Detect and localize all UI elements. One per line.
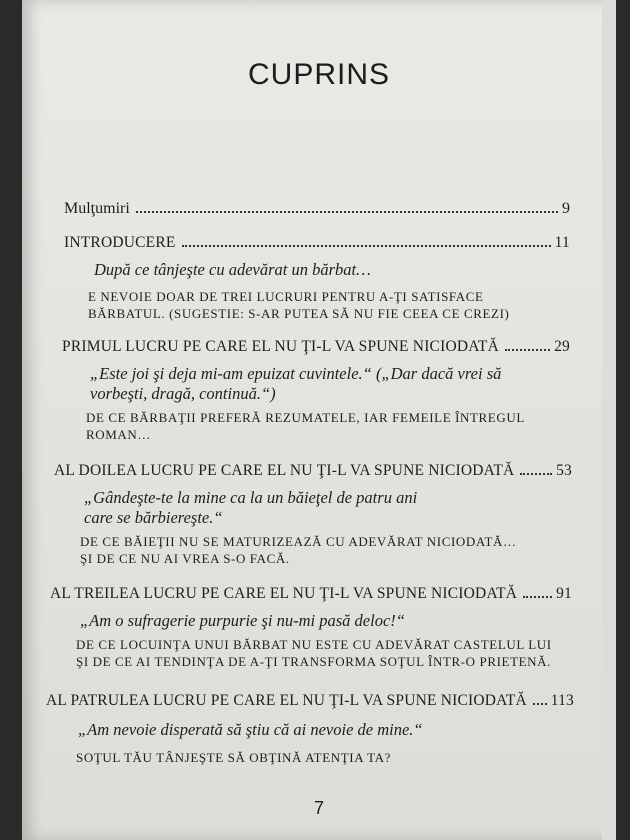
book-page bbox=[22, 0, 616, 840]
dot-leader bbox=[533, 703, 547, 705]
toc-page-number: 113 bbox=[550, 692, 574, 709]
toc-description: DE CE BĂIEŢII NU SE MATURIZEAZĂ CU ADEVĂRAT NICIODATĂ… bbox=[80, 534, 517, 549]
toc-heading: AL PATRULEA LUCRU PE CARE EL NU ŢI-L VA SPUNE NICIODATĂ bbox=[46, 692, 527, 709]
toc-entry-al-doilea bbox=[54, 462, 572, 480]
dot-leader bbox=[182, 245, 551, 247]
toc-entry-primul bbox=[62, 338, 570, 356]
toc-quote: vorbeşti, dragă, continuă.“) bbox=[90, 384, 276, 403]
page-number: 7 bbox=[313, 798, 324, 818]
toc-description: SOŢUL TĂU TÂNJEŞTE SĂ OBŢINĂ ATENŢIA TA? bbox=[76, 750, 391, 765]
toc-heading: Mulţumiri bbox=[64, 200, 130, 217]
toc-entry-al-treilea bbox=[50, 585, 572, 603]
toc-quote: „Este joi şi deja mi-am epuizat cuvintele.“ („Dar dacă vrei să bbox=[90, 364, 502, 383]
page-edge bbox=[602, 0, 616, 840]
toc-entry-multumiri bbox=[64, 200, 570, 218]
toc-heading: AL TREILEA LUCRU PE CARE EL NU ŢI-L VA SPUNE NICIODATĂ bbox=[50, 585, 518, 602]
toc-entry-al-patrulea bbox=[46, 692, 574, 710]
toc-heading: AL DOILEA LUCRU PE CARE EL NU ŢI-L VA SPUNE NICIODATĂ bbox=[54, 462, 515, 479]
toc-entry-introducere bbox=[64, 234, 570, 252]
toc-quote: „Gândeşte-te la mine ca la un băieţel de patru ani bbox=[84, 488, 418, 507]
toc-description: ŞI DE CE NU AI VREA S-O FACĂ. bbox=[80, 551, 290, 566]
dot-leader bbox=[505, 349, 550, 351]
toc-quote: „Am o sufragerie purpurie şi nu-mi pasă deloc!“ bbox=[80, 611, 405, 630]
toc-heading: PRIMUL LUCRU PE CARE EL NU ŢI-L VA SPUNE NICIODATĂ bbox=[62, 338, 499, 355]
toc-heading: INTRODUCERE bbox=[64, 234, 176, 251]
toc-description: ROMAN… bbox=[86, 427, 151, 442]
toc-page-number: 53 bbox=[556, 462, 572, 479]
toc-page-number: 9 bbox=[562, 200, 570, 217]
toc-page-number: 91 bbox=[556, 585, 572, 602]
toc-description: BĂRBATUL. (SUGESTIE: S-AR PUTEA SĂ NU FIE CEEA CE CREZI) bbox=[88, 306, 510, 321]
toc-description: E NEVOIE DOAR DE TREI LUCRURI PENTRU A-ŢI SATISFACE bbox=[88, 289, 484, 304]
toc-page-number: 29 bbox=[554, 338, 570, 355]
toc-description: DE CE LOCUINŢA UNUI BĂRBAT NU ESTE CU ADEVĂRAT CASTELUL LUI bbox=[76, 637, 552, 652]
page-title: CUPRINS bbox=[247, 58, 390, 91]
dot-leader bbox=[523, 596, 552, 598]
dot-leader bbox=[520, 473, 552, 475]
toc-quote: „Am nevoie disperată să ştiu că ai nevoie de mine.“ bbox=[78, 720, 423, 739]
toc-quote: După ce tânjeşte cu adevărat un bărbat… bbox=[94, 260, 371, 279]
toc-description: DE CE BĂRBAŢII PREFERĂ REZUMATELE, IAR FEMEILE ÎNTREGUL bbox=[86, 410, 525, 425]
dot-leader bbox=[136, 211, 558, 213]
toc-quote: care se bărbiereşte.“ bbox=[84, 508, 223, 527]
toc-page-number: 11 bbox=[554, 234, 570, 251]
toc-description: ŞI DE CE AI TENDINŢA DE A-ŢI TRANSFORMA SOŢUL ÎNTR-O PRIETENĂ. bbox=[76, 654, 551, 669]
